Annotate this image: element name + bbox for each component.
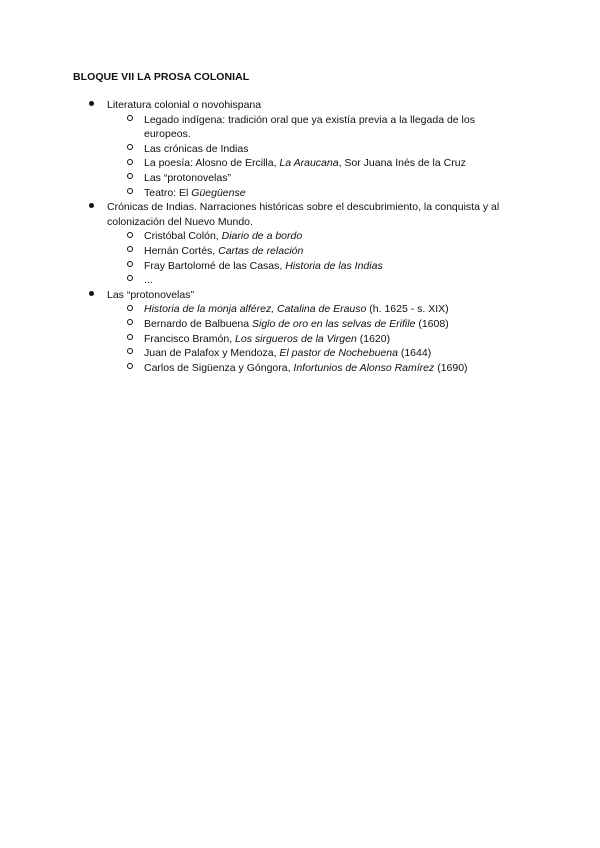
list-item bbox=[0, 200, 527, 229]
sub-list-item bbox=[0, 244, 504, 259]
work-title: La Araucana bbox=[279, 157, 339, 170]
sub-list-item bbox=[0, 171, 504, 186]
bullet-circle-icon bbox=[127, 171, 133, 186]
sub-list-item bbox=[0, 346, 504, 361]
bullet-circle-icon bbox=[127, 346, 133, 361]
sub-list-item bbox=[0, 302, 504, 317]
sub-list-item-text: Francisco Bramón, bbox=[144, 332, 236, 345]
sub-list-item-text: Las crónicas de Indias bbox=[144, 142, 249, 155]
bullet-circle-icon bbox=[127, 273, 133, 288]
sub-list-item-text: Teatro: El bbox=[144, 186, 192, 199]
bullet-circle-icon bbox=[127, 142, 133, 157]
list-item-text: Las “protonovelas” bbox=[107, 288, 194, 301]
bullet-circle-icon bbox=[127, 259, 133, 274]
bullet-circle-icon bbox=[127, 186, 133, 201]
work-title: Siglo de oro en las selvas de Erifile bbox=[252, 317, 416, 330]
sub-list-item-text: (1608) bbox=[415, 317, 449, 330]
outline-list bbox=[0, 98, 600, 375]
sub-list-item-text: (1620) bbox=[356, 332, 391, 345]
list-item bbox=[0, 98, 527, 113]
bullet-circle-icon bbox=[127, 113, 133, 128]
sub-list-item-text: Bernardo de Balbuena bbox=[144, 317, 252, 330]
sub-list-item-text: Hernán Cortés, bbox=[144, 244, 219, 257]
work-title: Infortunios de Alonso Ramírez bbox=[293, 361, 435, 374]
work-title: Cartas de relación bbox=[218, 244, 304, 257]
sub-list-item bbox=[0, 142, 504, 157]
work-title: Historia de la monja alférez, Catalina de Erauso bbox=[144, 303, 367, 316]
list-item bbox=[0, 288, 527, 303]
sub-list-item-text: La poesía: Alosno de Ercilla, bbox=[144, 157, 280, 170]
bullet-circle-icon bbox=[127, 244, 133, 259]
bullet-circle-icon bbox=[127, 317, 133, 332]
sub-list-item bbox=[0, 113, 504, 142]
sub-list-item-text: Fray Bartolomé de las Casas, bbox=[144, 259, 286, 272]
list-item-text: Crónicas de Indias. Narraciones históricas sobre el descubrimiento, la conquista y al colonización del Nuevo Mundo. bbox=[107, 201, 500, 228]
bullet-circle-icon bbox=[127, 229, 133, 244]
sub-list-item-text: , Sor Juana Inés de la Cruz bbox=[338, 157, 466, 170]
bullet-circle-icon bbox=[127, 332, 133, 347]
list-item-text: Literatura colonial o novohispana bbox=[107, 99, 262, 111]
sub-list-item-text: Carlos de Sigüenza y Góngora, bbox=[144, 361, 294, 374]
bullet-dot-icon bbox=[89, 98, 94, 113]
bullet-circle-icon bbox=[127, 302, 133, 317]
work-title: El pastor de Nochebuena bbox=[279, 347, 398, 360]
bullet-dot-icon bbox=[89, 200, 94, 215]
sub-list-item bbox=[0, 361, 504, 376]
bullet-circle-icon bbox=[127, 361, 133, 376]
sub-list-item bbox=[0, 156, 504, 171]
sub-list-item-text: Legado indígena: tradición oral que ya existía previa a la llegada de los europeos. bbox=[144, 113, 475, 141]
sub-list-item-text: Cristóbal Colón, bbox=[144, 230, 222, 243]
sub-list-item bbox=[0, 259, 504, 274]
bullet-circle-icon bbox=[127, 156, 133, 171]
sub-list-item bbox=[0, 186, 504, 201]
sub-list-item-text: (h. 1625 - s. XIX) bbox=[366, 303, 449, 316]
work-title: Los sirgueros de la Virgen bbox=[235, 332, 357, 345]
sub-list-item bbox=[0, 229, 504, 244]
bullet-dot-icon bbox=[89, 288, 94, 303]
sub-list-item bbox=[0, 317, 504, 332]
sub-list-item-text: ... bbox=[144, 274, 153, 287]
sub-list-item-text: (1644) bbox=[397, 347, 432, 360]
sub-list-item bbox=[0, 273, 504, 288]
sub-list-item-text: Juan de Palafox y Mendoza, bbox=[144, 347, 280, 360]
work-title: Diario de a bordo bbox=[221, 230, 303, 243]
work-title: Historia de las Indias bbox=[285, 259, 383, 272]
sub-list-item bbox=[0, 332, 504, 347]
sub-list-item-text: Las “protonovelas” bbox=[144, 171, 231, 184]
sub-list-item-text: (1690) bbox=[434, 361, 468, 374]
page-title: BLOQUE VII LA PROSA COLONIAL bbox=[73, 71, 250, 83]
work-title: Güegüense bbox=[191, 186, 246, 199]
